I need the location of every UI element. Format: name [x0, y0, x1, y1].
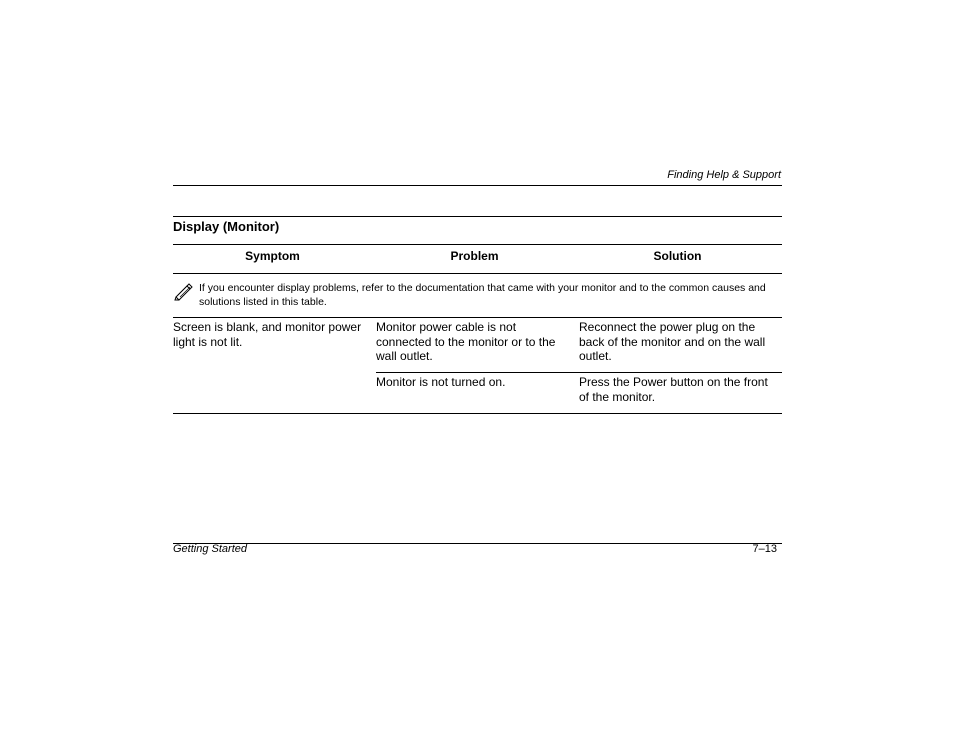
- note-rule: [173, 317, 782, 318]
- table-top-rule: [173, 216, 782, 217]
- row-2-solution: Press the Power button on the front of the monitor.: [579, 375, 768, 404]
- footer-rule: [173, 543, 782, 544]
- title-rule: [173, 244, 782, 245]
- row-2-problem: Monitor is not turned on.: [376, 375, 506, 389]
- running-header: Finding Help & Support: [667, 169, 781, 181]
- header-rule: [173, 185, 782, 186]
- table-bottom-rule: [173, 413, 782, 414]
- row-1-problem: Monitor power cable is not connected to the monitor or to the wall outlet.: [376, 320, 556, 363]
- header-row-rule: [173, 273, 782, 274]
- footer-book-title: Getting Started: [173, 543, 247, 555]
- footer-page-number: 7–13: [752, 543, 777, 555]
- column-header-problem: Problem: [450, 249, 499, 263]
- column-header-solution: Solution: [653, 249, 702, 263]
- row-1-solution: Reconnect the power plug on the back of the monitor and on the wall outlet.: [579, 320, 766, 363]
- column-header-symptom: Symptom: [245, 249, 300, 263]
- row-1-symptom: Screen is blank, and monitor power light is not lit.: [173, 320, 362, 349]
- pencil-note-icon: [174, 281, 194, 301]
- table-note: If you encounter display problems, refer to the documentation that came with your monitor and to the common causes and solutions listed in this table.: [199, 282, 766, 308]
- row-divider: [376, 372, 782, 373]
- section-title: Display (Monitor): [173, 219, 280, 234]
